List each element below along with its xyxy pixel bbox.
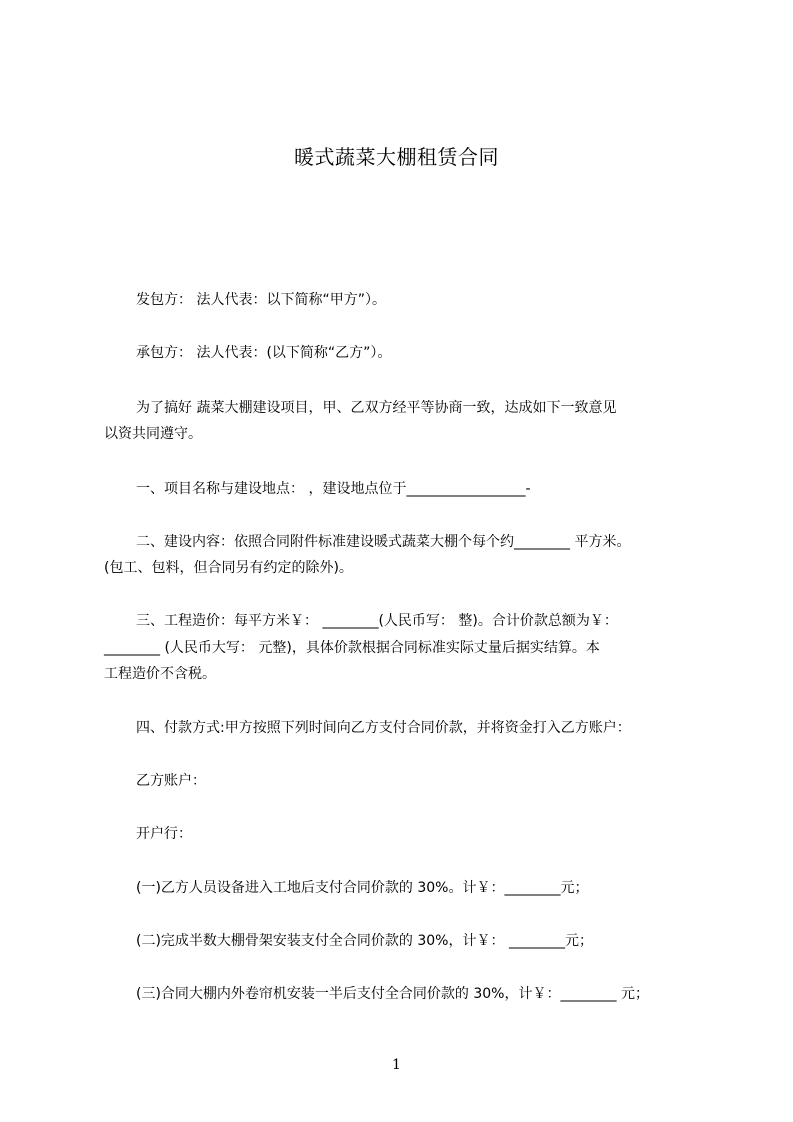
clause-3-line-1: 三、工程造价：每平方米￥： ________(人民币写： 整)。合计价款总额为￥： bbox=[136, 613, 618, 629]
payment-item-1: (一)乙方人员设备进入工地后支付合同价款的 30%。计￥：________元； bbox=[136, 880, 589, 896]
clause-3-line-2: ________ (人民币大写： 元整)，具体价款根据合同标准实际丈量后据实结算。本 bbox=[104, 640, 600, 656]
clause-2-line-1: 二、建设内容：依照合同附件标准建设暖式蔬菜大棚个每个约________ 平方米。 bbox=[136, 534, 631, 550]
account-line: 乙方账户： bbox=[136, 773, 206, 789]
party-a-line: 发包方： 法人代表：以下简称“甲方”）。 bbox=[136, 292, 386, 308]
page-number: 1 bbox=[392, 1057, 401, 1073]
clause-2-line-2: (包工、包料，但合同另有约定的除外)。 bbox=[104, 560, 353, 576]
clause-3-line-3: 工程造价不含税。 bbox=[104, 666, 216, 682]
clause-4: 四、付款方式:甲方按照下列时间向乙方支付合同价款，并将资金打入乙方账户： bbox=[136, 720, 631, 736]
payment-item-3: (三)合同大棚内外卷帘机安装一半后支付全合同价款的 30%，计￥：________ 元； bbox=[136, 986, 649, 1002]
intro-line-2: 以资共同遵守。 bbox=[104, 426, 202, 442]
document-title: 暖式蔬菜大棚租赁合同 bbox=[294, 145, 499, 169]
bank-line: 开户行： bbox=[136, 826, 192, 842]
clause-1: 一、项目名称与建设地点： ，建设地点位于_________________- bbox=[136, 481, 531, 497]
party-b-line: 承包方： 法人代表：(以下简称“乙方”）。 bbox=[136, 345, 392, 361]
payment-item-2: (二)完成半数大棚骨架安装支付全合同价款的 30%，计￥： ________元； bbox=[136, 933, 593, 949]
intro-line-1: 为了搞好 蔬菜大棚建设项目，甲、乙双方经平等协商一致，达成如下一致意见 bbox=[136, 400, 617, 416]
